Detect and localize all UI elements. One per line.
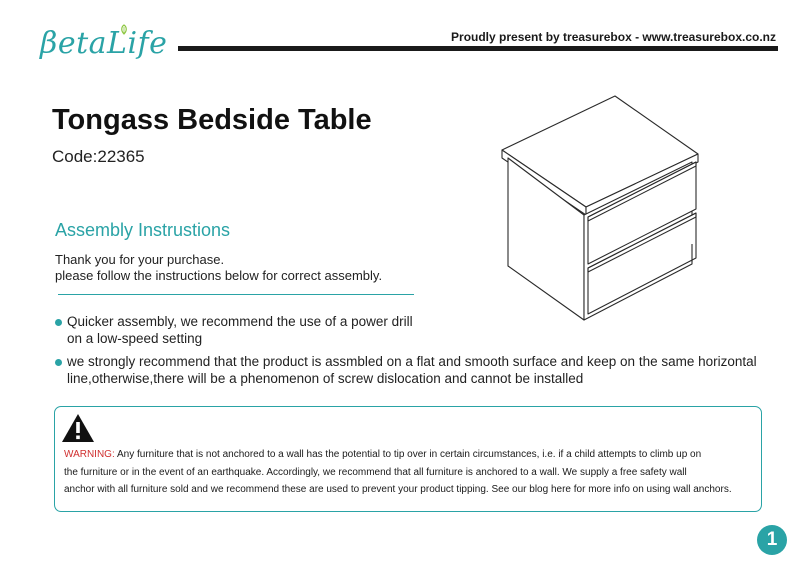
intro-text-line-1: Thank you for your purchase. [55, 252, 225, 267]
bullet-line: we strongly recommend that the product is assmbled on a flat and smooth surface and keep on the same horizontal [67, 354, 757, 369]
product-code: Code:22365 [52, 147, 145, 166]
bullet-dot-icon [55, 319, 62, 326]
bullet-line: line,otherwise,there will be a phenomenon of screw dislocation and cannot be installed [67, 371, 584, 386]
intro-divider [58, 294, 414, 295]
warning-text-line-1 [64, 449, 701, 461]
header-divider [178, 46, 778, 51]
bullet-line: on a low-speed setting [67, 331, 203, 346]
warning-triangle-icon [60, 412, 96, 444]
leaf-icon [118, 24, 130, 36]
warning-text: Any furniture that is not anchored to a wall has the potential to tip over in certain circumstances, i.e. if a child attempts to climb up on [114, 449, 702, 460]
bedside-table-illustration [496, 94, 702, 326]
brand-logo: βetaLife [40, 26, 168, 61]
assembly-heading: Assembly Instrustions [55, 220, 231, 240]
page-number-badge: 1 [757, 525, 787, 555]
bullet-line: Quicker assembly, we recommend the use of a power drill [67, 314, 413, 329]
bullet-item-power-drill [67, 313, 413, 347]
bullet-item-flat-surface [67, 353, 757, 387]
warning-text-line-2: the furniture or in the event of an earthquake. Accordingly, we recommend that all furniture is anchored to a wall. We supply a free safety wall [64, 467, 687, 478]
intro-text-line-2: please follow the instructions below for correct assembly. [55, 268, 383, 283]
warning-text-line-3: anchor with all furniture sold and we recommend these are used to prevent your product tipping. See our blog here for more info on using wall anchors. [64, 484, 732, 495]
bullet-dot-icon [55, 359, 62, 366]
product-title: Tongass Bedside Table [52, 104, 372, 136]
header-tagline: Proudly present by treasurebox - www.treasurebox.co.nz [451, 30, 776, 44]
warning-label: WARNING: [64, 449, 115, 460]
